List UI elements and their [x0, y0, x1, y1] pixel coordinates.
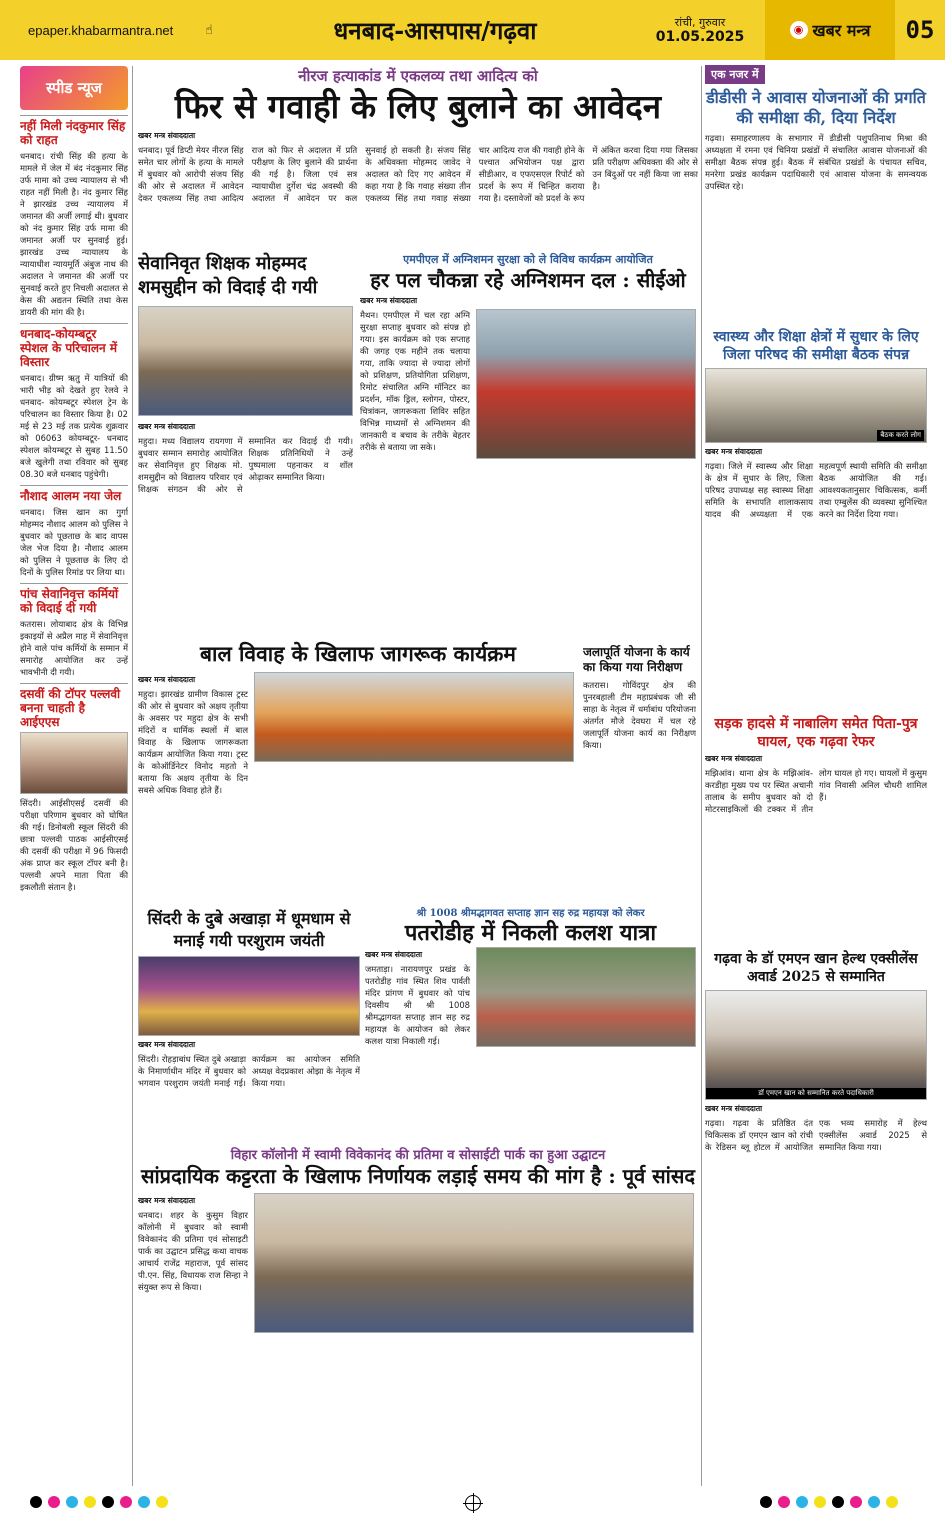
ek-nazar-column — [705, 63, 927, 323]
vivekanand-kicker: विहार कॉलोनी में स्वामी विवेकानंद की प्रतिमा व सोसाईटी पार्क का हुआ उद्घाटन — [230, 1148, 606, 1163]
accident-body: मझिआंव। थाना क्षेत्र के मझिआंव-करडीहा मुख्य पथ पर स्थित अचानी तालाब के समीप बुधवार को दो मोटरसाइकिलों की टक्कर में तीन लोग घायल हो गए। घायलों में कुसुम गांव निवासी अनिल चौधरी शामिल हैं। — [705, 768, 927, 814]
health-award-story — [705, 950, 927, 1480]
registration-dot — [868, 1496, 880, 1508]
main-headline[interactable]: फिर से गवाही के लिए बुलाने का आवेदन — [174, 87, 662, 126]
registration-dot — [814, 1496, 826, 1508]
accident-byline: खबर मन्त्र संवाददाता — [705, 754, 763, 763]
speed-news-tag: स्पीड न्यूज — [20, 66, 128, 110]
kalash-headline[interactable]: पतरोडीह में निकली कलश यात्रा — [404, 920, 657, 946]
registration-dot — [886, 1496, 898, 1508]
registration-dot — [760, 1496, 772, 1508]
registration-dot — [84, 1496, 96, 1508]
section-title: धनबाद-आसपास/गढ़वा — [333, 15, 537, 45]
health-body: गढ़वा। जिले में स्वास्थ्य और शिक्षा के क्षेत्र में सुधार के लिए, जिला परिषद उपाध्यक्ष सह स्वास्थ्य शिक्षा समिति के सभापति शालाकसाय यादव की अध्यक्षता में एक महत्वपूर्ण स्थायी समिति की समीक्षा बैठक आयोजित की गई। आवश्यकतानुसार चिकित्सक, कर्मी तथा एम्बुलेंस की व्यवस्था सुनिश्चित करने का निर्देश दिया गया। — [705, 461, 927, 519]
farewell-photo — [138, 306, 353, 416]
award-byline: खबर मन्त्र संवाददाता — [705, 1104, 763, 1113]
accident-headline[interactable]: सड़क हादसे में नाबालिग समेत पिता-पुत्र घायल, एक गढ़वा रेफर — [714, 716, 918, 750]
ek-nazar-headline[interactable]: डीडीसी ने आवास योजनाओं की प्रगति की समीक्षा की, दिया निर्देश — [706, 88, 926, 127]
registration-dot — [850, 1496, 862, 1508]
ek-nazar-body: गढ़वा। समाहरणालय के सभागार में डीडीसी पशुपतिनाथ मिश्रा की अध्यक्षता में रमना एवं चिनिया प्रखंडों में संचालित आवास योजनाओं की समीक्षा बैठक संपन्न हुई। बैठक में संबंधित प्रखंडों के पंचायत सचिव, मनरेगा प्रखंड कार्यक्रम पदाधिकारी एवं आवास योजना के समन्वयक उपस्थित रहे। — [705, 133, 927, 191]
parshuram-jayanti-story — [138, 908, 360, 1138]
registration-dots-right — [760, 1496, 898, 1510]
health-review-story — [705, 328, 927, 638]
award-headline[interactable]: गढ़वा के डॉ एमएन खान हेल्थ एक्सीलेंस अवार्ड 2025 से सम्मानित — [714, 951, 918, 985]
award-photo-caption: डॉ एमएन खान को सम्मानित करते पदाधिकारी — [706, 1088, 926, 1099]
speed-news-column — [20, 66, 128, 1486]
speed-news-body: धनबाद। जिस खान का गुर्गा मोहम्मद नौशाद आलम को पुलिस ने बुधवार को पूछताछ के बाद वापस जेल भेज दिया है। नौशाद आलम को पुलिस ने पूछताछ के लिए दो दिनों के पुलिस रिमांड पर लिया था। — [20, 507, 128, 577]
registration-dot — [120, 1496, 132, 1508]
child-marriage-body: महुदा। झारखंड ग्रामीण विकास ट्रस्ट की ओर से बुधवार को अक्षय तृतीया के अवसर पर महुदा क्षेत्र के सभी मंदिरों व धार्मिक स्थलों में बाल विवाह के खिलाफ जागरूकता कार्यक्रम आयोजित किया गया। ट्रस्ट के कोऑर्डिनेटर विनोद महतो ने बताया कि अक्षय तृतीया के दिन सबसे अधिक विवाह होते हैं। — [138, 689, 248, 795]
kalash-kicker: श्री 1008 श्रीमद्भागवत सप्ताह ज्ञान सह रुद्र महायज्ञ को लेकर — [416, 908, 645, 919]
fire-team-photo — [476, 309, 696, 459]
meeting-photo-caption: बैठक करते लोग — [877, 430, 924, 441]
parshuram-byline: खबर मन्त्र संवाददाता — [138, 1040, 196, 1049]
topper-photo — [20, 732, 128, 794]
water-scheme-story — [583, 645, 696, 895]
kalash-yatra-story — [365, 905, 696, 1140]
water-scheme-body: कतरास। गोविंदपुर क्षेत्र की पुनरबहाली टीम महाप्रबंधक जी सी साहा के नेतृत्व में धर्माबांध परियोजना अंतर्गत मौजे देवघरा में चल रहे जलापूर्ति योजना कार्य का निरीक्षण किया। — [583, 680, 696, 750]
dateline — [635, 15, 765, 45]
farewell-story — [138, 252, 353, 637]
fire-kicker: एमपीएल में अग्निशमन सुरक्षा को ले विविध कार्यक्रम आयोजित — [403, 253, 653, 266]
child-marriage-byline: खबर मन्त्र संवाददाता — [138, 675, 196, 684]
child-marriage-headline[interactable]: बाल विवाह के खिलाफ जागरूक कार्यक्रम — [200, 641, 516, 666]
fire-headline[interactable]: हर पल चौकन्ना रहे अग्निशमन दल : सीईओ — [370, 268, 686, 292]
site-url[interactable]: epaper.khabarmantra.net — [28, 22, 174, 38]
registration-dot — [30, 1496, 42, 1508]
registration-dot — [156, 1496, 168, 1508]
page-number: 05 — [905, 16, 935, 44]
procession-photo — [476, 947, 696, 1047]
road-accident-story — [705, 715, 927, 945]
ek-nazar-tag: एक नजर में — [705, 65, 765, 84]
speed-news-title[interactable]: दसवीं की टॉपर पल्लवी बनना चाहती है आईएएस — [20, 683, 128, 729]
vivekanand-headline[interactable]: सांप्रदायिक कट्टरता के खिलाफ निर्णायक लड़ाई समय की मांग है : पूर्व सांसद — [140, 1164, 696, 1188]
main-story — [138, 66, 698, 246]
vivekanand-story — [138, 1145, 698, 1485]
registration-dots-left — [30, 1496, 168, 1510]
vivekanand-body: धनबाद। शहर के कुसुम विहार कॉलोनी में बुधवार को स्वामी विवेकानंद की प्रतिमा एवं सोसाइटी पार्क का उद्घाटन प्रसिद्ध कथा वाचक आचार्य राजेंद्र महाराज, पूर्व सांसद पी.एन. सिंह, विधायक राज सिन्हा ने संयुक्त रूप से किया। — [138, 1210, 248, 1292]
awareness-rally-photo — [254, 672, 574, 762]
speed-news-title[interactable]: नहीं मिली नंदकुमार सिंह को राहत — [20, 115, 128, 147]
main-kicker: नीरज हत्याकांड में एकलव्य तथा आदित्य को — [298, 67, 538, 85]
speed-news-body: सिंदरी। आईसीएसई दसवीं की परीक्षा परिणाम बुधवार को घोषित की गई। डिनोबली स्कूल सिंदरी की छात्रा पल्लवी पाठक आईसीएसई की दसवीं की परीक्षा में 96 फिसदी अंक प्राप्त कर स्कूल टॉपर बनी है। पल्लवी अपने माता पिता की इकलौती संतान है। — [20, 798, 128, 892]
akhada-photo — [138, 956, 360, 1036]
registration-dot — [796, 1496, 808, 1508]
fire-body: मैथन। एमपीएल में चल रहा अग्नि सुरक्षा सप्ताह बुधवार को संपन्न हो गया। इस कार्यक्रम को एक सप्ताह की जगह एक महीने तक चलाया गया, ताकि ज्यादा से ज्यादा लोगों को प्रशिक्षण, प्रतियोगिता प्रशिक्षण, रिमोट संचालित अग्नि मॉनिटर का प्रदर्शन, मॉक ड्रिल, स्लोगन, पोस्टर, चित्रांकन, जागरूकता शिविर सहित विभिन्न माध्यमों से अग्निशमन की जानकारी व बचाव के तरीके बेहतर तरीके से बताया जा सके। — [360, 310, 470, 452]
farewell-byline: खबर मन्त्र संवाददाता — [138, 422, 196, 431]
award-body: गढ़वा। गढ़वा के प्रतिष्ठित दंत चिकित्सक डॉ एमएन खान को रांची के रेडिसन ब्लू होटल में आयोजित एक भव्य समारोह में हेल्थ एक्सीलेंस अवार्ड 2025 से सम्मानित किया गया। — [705, 1118, 927, 1152]
speed-news-body: धनबाद। रांची सिंह की हत्या के मामले में जेल में बंद नंदकुमार सिंह उर्फ मामा को उच्च न्यायालय से भी राहत नहीं मिली है। नंद कुमार सिंह ने झारखंड उच्च न्यायालय में जमानत की अर्जी लगाई थी। बुधवार को नंद कुमार सिंह उर्फ मामा की जमानत अर्जी पर सुनवाई हुई। झारखंड उच्च न्यायालय के न्यायाधीश न्यायमूर्ति अंबुज नाथ की अदालत ने जमानत की अर्जी पर सुनवाई करते हुए निचली अदालत से केस की अद्यतन स्थिति तथा केस डायरी की मांग की है। — [20, 151, 128, 317]
statue-inauguration-photo — [254, 1193, 694, 1333]
kalash-body: जमताड़ा। नारायणपुर प्रखंड के पतरोडीह गांव स्थित शिव पार्वती मंदिर प्रांगण में बुधवार को पांच दिवसीय श्री श्री 1008 श्रीमद्भागवत सप्ताह ज्ञान सह रुद्र महायज्ञ के आयोजन को लेकर कलश यात्रा निकाली गई। — [365, 964, 470, 1046]
award-photo — [705, 990, 927, 1100]
issue-date: 01.05.2025 — [655, 29, 745, 45]
farewell-headline[interactable]: सेवानिवृत शिक्षक मोहम्मद शमसुद्दीन को विदाई दी गयी — [138, 253, 318, 298]
registration-dot — [66, 1496, 78, 1508]
child-marriage-story — [138, 640, 578, 830]
city-day: रांची, गुरुवार — [674, 16, 726, 29]
registration-dot — [832, 1496, 844, 1508]
speed-news-body: कतरास। लोयाबाद क्षेत्र के विभिन्न इकाइयों से अप्रैल माह में सेवानिवृत्त होने वाले पांच कर्मियों के सम्मान में समारोह आयोजित कर उन्हें भावभीनी दी गयी। — [20, 619, 128, 677]
registration-dot — [102, 1496, 114, 1508]
health-headline[interactable]: स्वास्थ्य और शिक्षा क्षेत्रों में सुधार के लिए जिला परिषद की समीक्षा बैठक संपन्न — [713, 329, 919, 363]
page-header — [0, 0, 945, 60]
crosshair-mark-icon — [465, 1495, 481, 1511]
meeting-photo — [705, 368, 927, 443]
speed-news-title[interactable]: धनबाद-कोयम्बटूर स्पेशल के परिचालन में विस्तार — [20, 323, 128, 369]
parshuram-headline[interactable]: सिंदरी के दुबे अखाड़ा में धूमधाम से मनाई गयी परशुराम जयंती — [147, 909, 351, 950]
speed-news-title[interactable]: पांच सेवानिवृत्त कर्मियों को विदाई दी गयी — [20, 583, 128, 615]
brand-mark-icon: ◉ — [790, 21, 808, 39]
fire-safety-story — [360, 252, 696, 637]
vivekanand-byline: खबर मन्त्र संवाददाता — [138, 1196, 196, 1205]
main-byline: खबर मन्त्र संवाददाता — [138, 131, 196, 140]
farewell-body: महुदा। मध्य विद्यालय रायगणा में बुधवार सम्मान समारोह आयोजित कर सेवानिवृत्त हुए शिक्षक मो. शमसुद्दीन को विद्यालय परिवार एवं शिक्षक संगठन की ओर से सम्मानित कर विदाई दी गयी। शिक्षक प्रतिनिधियों ने उन्हें पुष्पमाला पहनाकर व शॉल ओढ़ाकर सम्मानित किया। — [138, 436, 353, 494]
cursor-icon: ☝ — [205, 22, 213, 38]
water-scheme-headline[interactable]: जलापूर्ति योजना के कार्य का किया गया निरीक्षण — [583, 645, 690, 674]
main-body: धनबाद। पूर्व डिप्टी मेयर नीरज सिंह समेत चार लोगों के हत्या के मामले में बुधवार को आरोपी संजय सिंह की ओर से अदालत में आवेदन देकर एकलव्य सिंह तथा आदित्य राज को फिर से अदालत में प्रति परीक्षण के लिए बुलाने की प्रार्थना की गई है। जिला एवं सत्र न्यायाधीश दुर्गेश चंद्र अवस्थी की अदालत में आवेदन पर कल सुनवाई हो सकती है। संजय सिंह के अधिवक्ता मोहम्मद जावेद ने अदालत को दिए गए आवेदन में कहा गया है कि गवाह संख्या तीन एकलव्य सिंह तथा गवाह संख्या चार आदित्य राज की गवाही होने के पश्चात अभियोजन पक्ष द्वारा सीडीआर, व एफएसएल रिपोर्ट को प्रदर्श के रूप में चिन्हित कराया गया है। दस्तावेजों को प्रदर्श के रूप में अंकित करवा दिया गया जिसका प्रति परीक्षण अधिवक्ता की ओर से उन बिंदुओं पर नहीं किया जा सका है। — [138, 145, 698, 203]
registration-dot — [48, 1496, 60, 1508]
health-byline: खबर मन्त्र संवाददाता — [705, 447, 763, 456]
speed-news-body: धनबाद। ग्रीष्म ऋतु में यात्रियों की भारी भीड़ को देखते हुए रेलवे ने धनबाद- कोयम्बटूर स्पेशल ट्रेन के परिचालन का विस्तार किया है। 02 मई से 23 मई तक प्रत्येक शुक्रवार को 06063 कोयम्बटूर- धनबाद स्पेशल कोयम्बटूर से सुबह 11.50 बजे खुलेगी तथा रविवार को सुबह 08.30 बजे धनबाद पहुंचेगी। — [20, 373, 128, 479]
registration-dot — [778, 1496, 790, 1508]
kalash-byline: खबर मन्त्र संवाददाता — [365, 950, 423, 959]
registration-dot — [138, 1496, 150, 1508]
brand-logo: ◉ खबर मन्त्र — [765, 0, 895, 60]
fire-byline: खबर मन्त्र संवाददाता — [360, 296, 418, 305]
speed-news-title[interactable]: नौशाद आलम नया जेल — [20, 485, 128, 503]
parshuram-body: सिंदरी। रोहड़ाबांध स्थित दुबे अखाड़ा के निमार्णाधीन मंदिर में बुधवार को भगवान परशुराम जयंती मनाई गई। कार्यक्रम का आयोजन समिति अध्यक्ष वेदप्रकाश ओझा के नेतृत्व में किया गया। — [138, 1054, 360, 1088]
